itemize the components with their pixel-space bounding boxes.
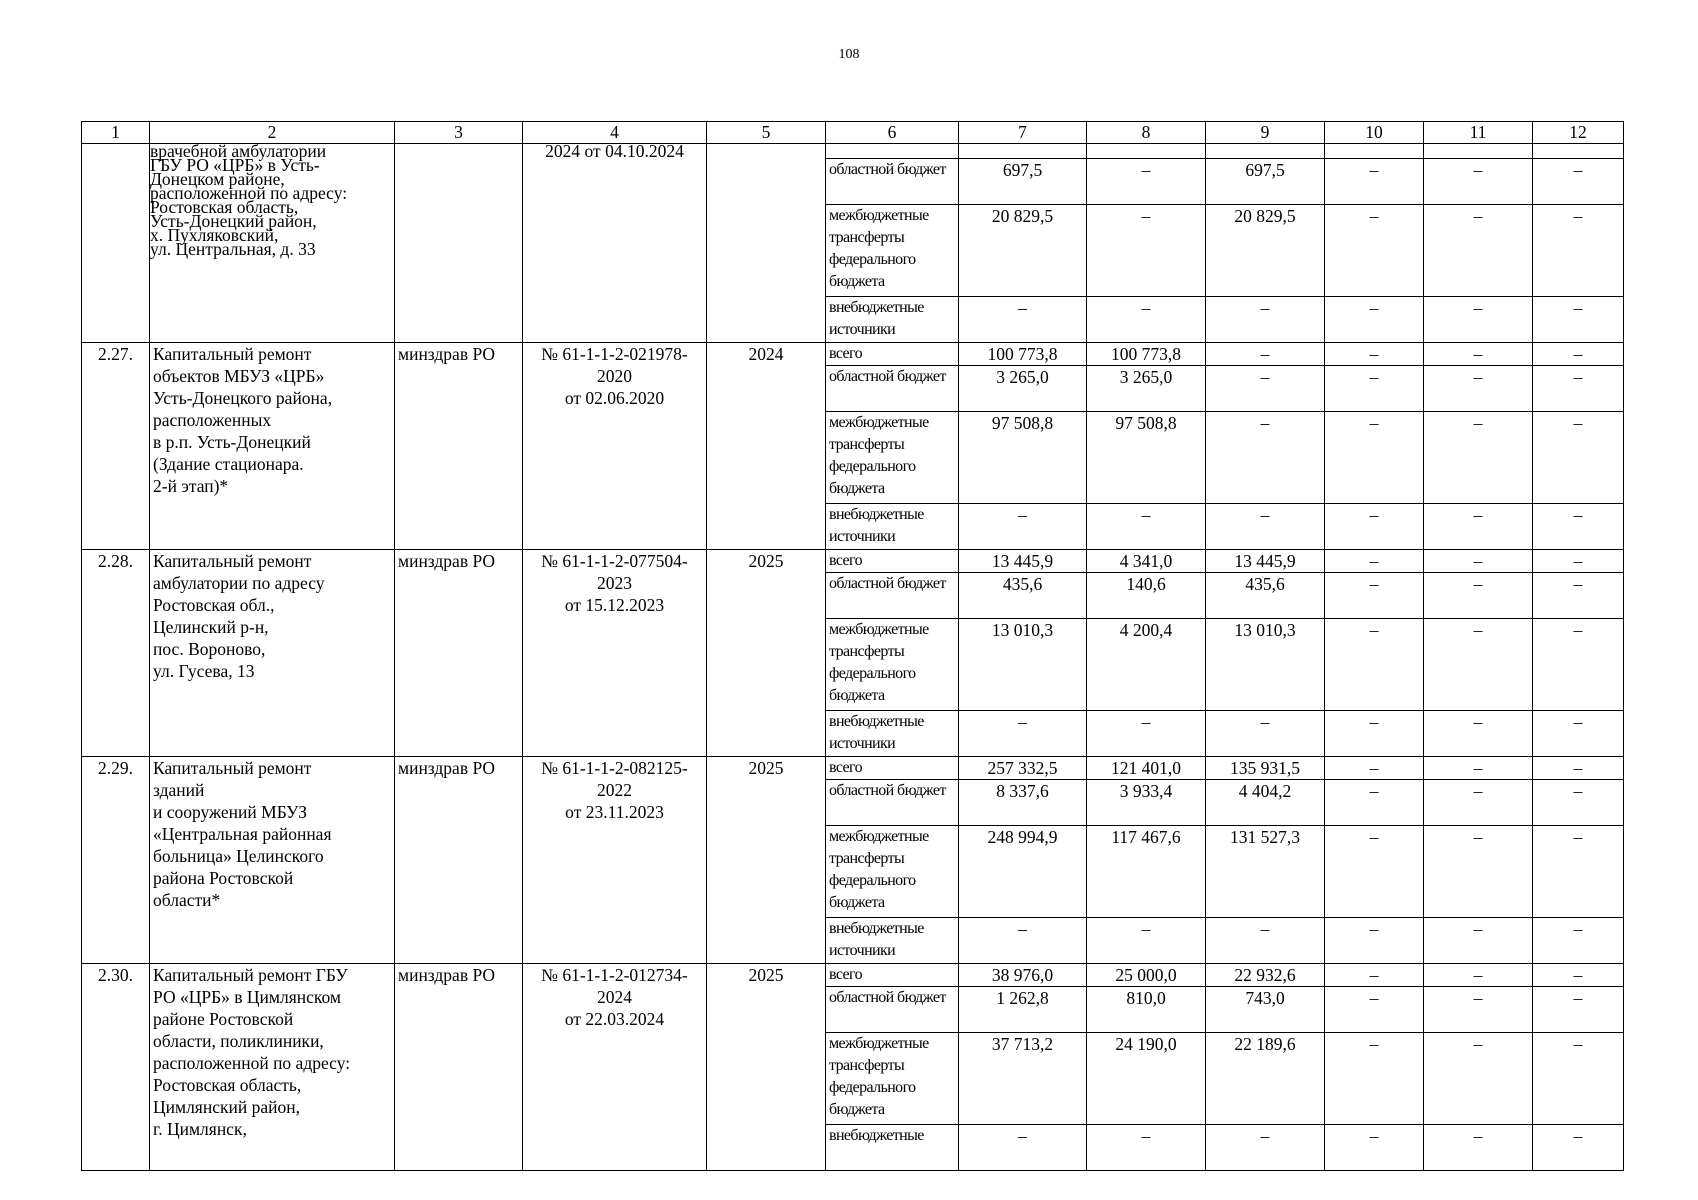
document-cell: № 61-1-1-2-077504- 2023 от 15.12.2023 xyxy=(523,550,707,757)
amount-cell: – xyxy=(1424,343,1533,366)
amount-cell: – xyxy=(1533,757,1624,780)
column-number: 5 xyxy=(707,122,826,144)
amount-cell: – xyxy=(1325,711,1424,757)
amount-cell: – xyxy=(1424,159,1533,205)
funding-source-cell: всего xyxy=(826,343,959,366)
amount-cell: 121 401,0 xyxy=(1087,757,1206,780)
item-number-cell: 2.28. xyxy=(82,550,150,757)
amount-cell: 248 994,9 xyxy=(959,826,1087,918)
amount-cell: – xyxy=(959,1125,1087,1171)
item-number-cell xyxy=(82,144,150,343)
amount-cell: – xyxy=(1533,297,1624,343)
document-cell: № 61-1-1-2-082125- 2022 от 23.11.2023 xyxy=(523,757,707,964)
column-number: 2 xyxy=(150,122,395,144)
amount-cell: 135 931,5 xyxy=(1206,757,1325,780)
amount-cell: 13 010,3 xyxy=(1206,619,1325,711)
amount-cell: – xyxy=(1325,205,1424,297)
item-number-cell: 2.27. xyxy=(82,343,150,550)
year-cell: 2025 xyxy=(707,550,826,757)
amount-cell: – xyxy=(1206,343,1325,366)
amount-cell: – xyxy=(1533,1033,1624,1125)
amount-cell: – xyxy=(1533,343,1624,366)
funding-source-cell: всего xyxy=(826,964,959,987)
amount-cell: – xyxy=(1325,964,1424,987)
amount-cell: – xyxy=(1206,412,1325,504)
amount-cell: – xyxy=(1325,550,1424,573)
amount-cell: – xyxy=(1424,964,1533,987)
amount-cell: – xyxy=(1424,780,1533,826)
column-number: 11 xyxy=(1424,122,1533,144)
amount-cell: – xyxy=(1325,573,1424,619)
funding-source-cell: всего xyxy=(826,757,959,780)
object-name-cell: врачебной амбулатории ГБУ РО «ЦРБ» в Усть- Донецком районе, расположенной по адресу: Ростовская область, Усть-Донецкий район, х. Пухляковский, ул. Центральная, д. 33 xyxy=(150,144,395,343)
table-row xyxy=(82,964,1624,987)
amount-cell: – xyxy=(1533,987,1624,1033)
executor-cell: минздрав РО xyxy=(395,757,523,964)
amount-cell: 37 713,2 xyxy=(959,1033,1087,1125)
funding-source-cell xyxy=(826,144,959,159)
amount-cell: – xyxy=(1325,159,1424,205)
amount-cell: – xyxy=(1087,1125,1206,1171)
amount-cell: – xyxy=(1206,1125,1325,1171)
funding-source-cell: областной бюджет xyxy=(826,987,959,1033)
amount-cell: – xyxy=(1087,159,1206,205)
year-cell: 2025 xyxy=(707,757,826,964)
amount-cell: – xyxy=(1424,619,1533,711)
table-row xyxy=(82,550,1624,573)
amount-cell: – xyxy=(1424,1125,1533,1171)
amount-cell: – xyxy=(1533,504,1624,550)
amount-cell: – xyxy=(1424,918,1533,964)
document-cell: № 61-1-1-2-021978- 2020 от 02.06.2020 xyxy=(523,343,707,550)
budget-table xyxy=(81,121,1624,1171)
column-number: 1 xyxy=(82,122,150,144)
column-number: 7 xyxy=(959,122,1087,144)
amount-cell: – xyxy=(1424,711,1533,757)
page-number: 108 xyxy=(838,47,860,62)
amount-cell xyxy=(1087,144,1206,159)
amount-cell: 13 445,9 xyxy=(1206,550,1325,573)
amount-cell: – xyxy=(1424,573,1533,619)
amount-cell: – xyxy=(1533,619,1624,711)
funding-source-cell: межбюджетные трансферты федерального бюджета xyxy=(826,205,959,297)
funding-source-cell: внебюджетные источники xyxy=(826,711,959,757)
column-number: 9 xyxy=(1206,122,1325,144)
amount-cell: 131 527,3 xyxy=(1206,826,1325,918)
amount-cell: – xyxy=(1325,366,1424,412)
table-row xyxy=(82,757,1624,780)
amount-cell: – xyxy=(1533,159,1624,205)
amount-cell: – xyxy=(1087,504,1206,550)
amount-cell: – xyxy=(1206,297,1325,343)
funding-source-cell: внебюджетные источники xyxy=(826,297,959,343)
document-cell: 2024 от 04.10.2024 xyxy=(523,144,707,343)
amount-cell: 13 010,3 xyxy=(959,619,1087,711)
amount-cell: – xyxy=(1087,297,1206,343)
funding-source-cell: межбюджетные трансферты федерального бюджета xyxy=(826,1033,959,1125)
amount-cell: 140,6 xyxy=(1087,573,1206,619)
amount-cell: – xyxy=(1533,964,1624,987)
amount-cell: – xyxy=(1325,343,1424,366)
amount-cell: 22 189,6 xyxy=(1206,1033,1325,1125)
amount-cell: 25 000,0 xyxy=(1087,964,1206,987)
amount-cell: – xyxy=(1206,504,1325,550)
funding-source-cell: областной бюджет xyxy=(826,780,959,826)
amount-cell: – xyxy=(1087,205,1206,297)
amount-cell: 697,5 xyxy=(959,159,1087,205)
amount-cell: – xyxy=(1533,205,1624,297)
table-row xyxy=(82,144,1624,159)
funding-source-cell: всего xyxy=(826,550,959,573)
amount-cell: – xyxy=(1325,1125,1424,1171)
amount-cell: – xyxy=(1087,918,1206,964)
funding-source-cell: внебюджетные источники xyxy=(826,918,959,964)
amount-cell: 8 337,6 xyxy=(959,780,1087,826)
amount-cell: – xyxy=(1533,366,1624,412)
amount-cell: – xyxy=(1533,550,1624,573)
amount-cell: – xyxy=(1325,757,1424,780)
amount-cell: – xyxy=(1325,504,1424,550)
year-cell xyxy=(707,144,826,343)
amount-cell xyxy=(1424,144,1533,159)
amount-cell: 3 933,4 xyxy=(1087,780,1206,826)
amount-cell: 38 976,0 xyxy=(959,964,1087,987)
amount-cell: – xyxy=(1206,366,1325,412)
executor-cell: минздрав РО xyxy=(395,343,523,550)
amount-cell: 4 200,4 xyxy=(1087,619,1206,711)
amount-cell: – xyxy=(1533,412,1624,504)
year-cell: 2024 xyxy=(707,343,826,550)
column-number: 12 xyxy=(1533,122,1624,144)
amount-cell: – xyxy=(1424,987,1533,1033)
amount-cell: – xyxy=(1325,918,1424,964)
amount-cell: – xyxy=(1424,412,1533,504)
year-cell: 2025 xyxy=(707,964,826,1171)
amount-cell: 100 773,8 xyxy=(1087,343,1206,366)
amount-cell: 22 932,6 xyxy=(1206,964,1325,987)
amount-cell: 810,0 xyxy=(1087,987,1206,1033)
amount-cell: – xyxy=(1424,1033,1533,1125)
amount-cell: – xyxy=(1533,711,1624,757)
amount-cell xyxy=(1533,144,1624,159)
amount-cell: – xyxy=(1087,711,1206,757)
amount-cell: – xyxy=(959,711,1087,757)
funding-source-cell: областной бюджет xyxy=(826,159,959,205)
amount-cell: – xyxy=(1533,780,1624,826)
column-number: 3 xyxy=(395,122,523,144)
amount-cell: 20 829,5 xyxy=(1206,205,1325,297)
amount-cell: – xyxy=(1325,1033,1424,1125)
funding-source-cell: областной бюджет xyxy=(826,366,959,412)
amount-cell: 435,6 xyxy=(959,573,1087,619)
amount-cell: – xyxy=(1424,366,1533,412)
amount-cell: 117 467,6 xyxy=(1087,826,1206,918)
object-name-cell: Капитальный ремонт зданий и сооружений МБУЗ «Центральная районная больница» Целинского района Ростовской области* xyxy=(150,757,395,964)
amount-cell: – xyxy=(1533,918,1624,964)
column-number: 6 xyxy=(826,122,959,144)
funding-source-cell: межбюджетные трансферты федерального бюджета xyxy=(826,826,959,918)
amount-cell: – xyxy=(1424,205,1533,297)
amount-cell: – xyxy=(1424,504,1533,550)
executor-cell: минздрав РО xyxy=(395,964,523,1171)
amount-cell: – xyxy=(1206,918,1325,964)
executor-cell: минздрав РО xyxy=(395,550,523,757)
object-name-cell: Капитальный ремонт ГБУ РО «ЦРБ» в Цимлянском районе Ростовской области, поликлиники, расположенной по адресу: Ростовская область, Цимлянский район, г. Цимлянск, xyxy=(150,964,395,1171)
amount-cell: 20 829,5 xyxy=(959,205,1087,297)
amount-cell: – xyxy=(959,504,1087,550)
column-number: 4 xyxy=(523,122,707,144)
amount-cell: 257 332,5 xyxy=(959,757,1087,780)
amount-cell: – xyxy=(1533,573,1624,619)
amount-cell: 3 265,0 xyxy=(1087,366,1206,412)
amount-cell: 697,5 xyxy=(1206,159,1325,205)
amount-cell: 100 773,8 xyxy=(959,343,1087,366)
table-row xyxy=(82,343,1624,366)
item-number-cell: 2.30. xyxy=(82,964,150,1171)
amount-cell: – xyxy=(1533,1125,1624,1171)
amount-cell: 435,6 xyxy=(1206,573,1325,619)
amount-cell: – xyxy=(1206,711,1325,757)
amount-cell: – xyxy=(1424,757,1533,780)
funding-source-cell: областной бюджет xyxy=(826,573,959,619)
amount-cell: – xyxy=(1533,826,1624,918)
object-name-cell: Капитальный ремонт объектов МБУЗ «ЦРБ» Усть-Донецкого района, расположенных в р.п. Усть-Донецкий (Здание стационара. 2-й этап)* xyxy=(150,343,395,550)
amount-cell: – xyxy=(959,297,1087,343)
amount-cell: – xyxy=(1325,619,1424,711)
amount-cell: – xyxy=(1325,297,1424,343)
amount-cell: 3 265,0 xyxy=(959,366,1087,412)
amount-cell: – xyxy=(1424,826,1533,918)
amount-cell: – xyxy=(1424,297,1533,343)
funding-source-cell: внебюджетные xyxy=(826,1125,959,1171)
amount-cell: – xyxy=(1325,826,1424,918)
amount-cell: 4 404,2 xyxy=(1206,780,1325,826)
column-number: 8 xyxy=(1087,122,1206,144)
amount-cell: 743,0 xyxy=(1206,987,1325,1033)
funding-source-cell: внебюджетные источники xyxy=(826,504,959,550)
column-number: 10 xyxy=(1325,122,1424,144)
amount-cell xyxy=(1325,144,1424,159)
amount-cell: – xyxy=(1325,987,1424,1033)
amount-cell xyxy=(959,144,1087,159)
item-number-cell: 2.29. xyxy=(82,757,150,964)
amount-cell: 4 341,0 xyxy=(1087,550,1206,573)
amount-cell: – xyxy=(959,918,1087,964)
amount-cell: 13 445,9 xyxy=(959,550,1087,573)
amount-cell: – xyxy=(1424,550,1533,573)
executor-cell xyxy=(395,144,523,343)
object-name-cell: Капитальный ремонт амбулатории по адресу Ростовская обл., Целинский р-н, пос. Вороново, ул. Гусева, 13 xyxy=(150,550,395,757)
amount-cell: – xyxy=(1325,780,1424,826)
amount-cell: – xyxy=(1325,412,1424,504)
amount-cell: 97 508,8 xyxy=(959,412,1087,504)
funding-source-cell: межбюджетные трансферты федерального бюджета xyxy=(826,619,959,711)
amount-cell xyxy=(1206,144,1325,159)
document-cell: № 61-1-1-2-012734- 2024 от 22.03.2024 xyxy=(523,964,707,1171)
amount-cell: 1 262,8 xyxy=(959,987,1087,1033)
amount-cell: 24 190,0 xyxy=(1087,1033,1206,1125)
funding-source-cell: межбюджетные трансферты федерального бюджета xyxy=(826,412,959,504)
amount-cell: 97 508,8 xyxy=(1087,412,1206,504)
